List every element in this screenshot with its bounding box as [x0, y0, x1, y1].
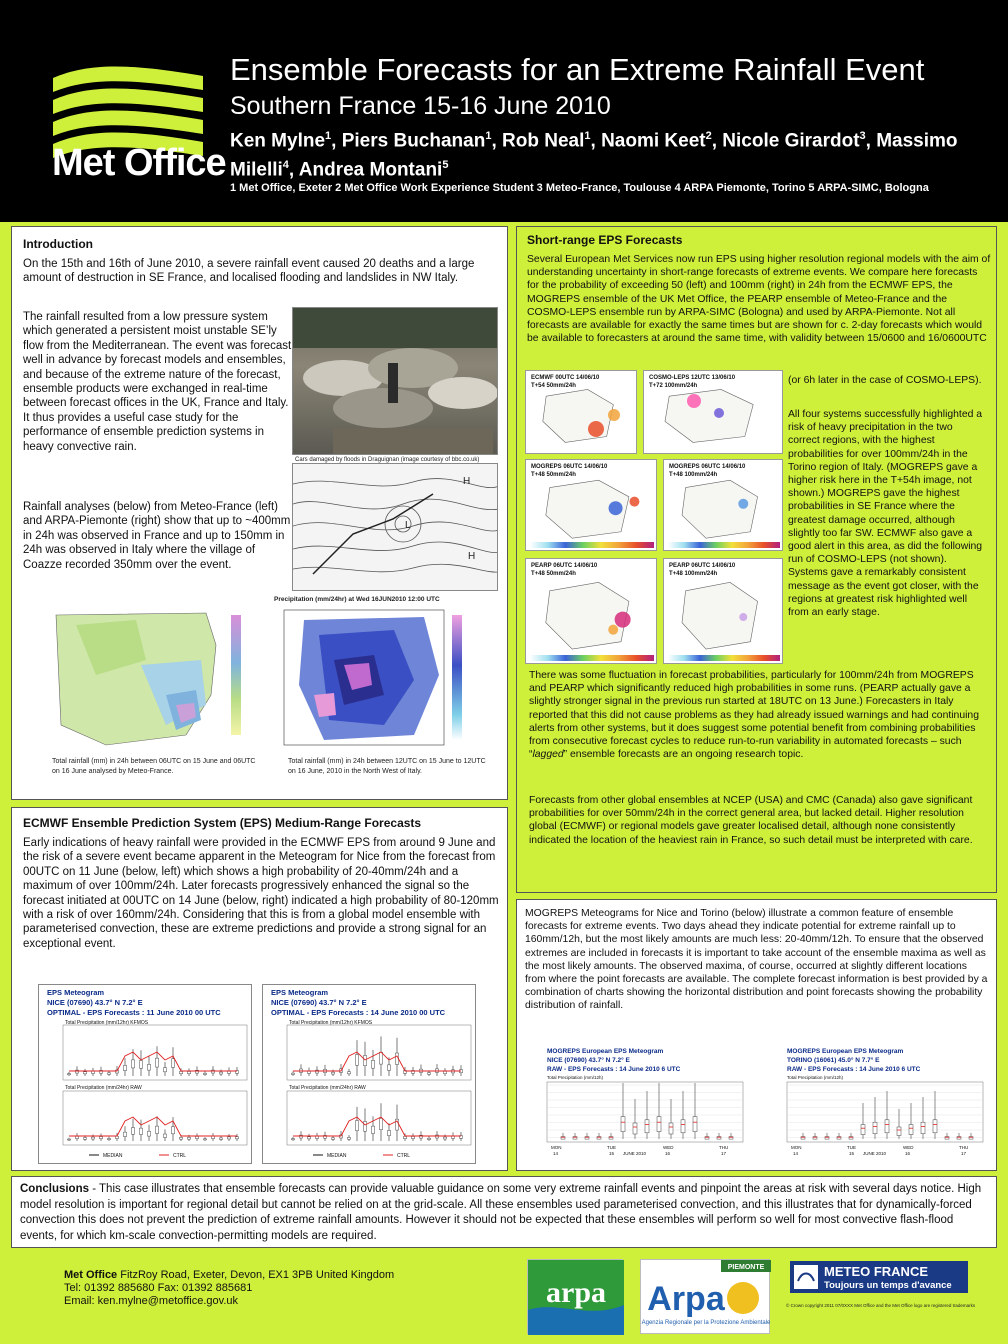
probability-map-model-label: ECMWF 00UTC 14/06/10 — [531, 375, 600, 381]
control-forecast-line — [69, 1117, 237, 1136]
short-range-eps-panel — [516, 226, 997, 893]
svg-text:L: L — [405, 520, 411, 531]
meteo-france-logo — [790, 1261, 968, 1293]
month-label: JUNE 2010 — [623, 1151, 647, 1156]
day-label: TUE — [607, 1145, 616, 1150]
ensemble-box — [188, 1137, 191, 1139]
mogreps-meteogram-chart — [763, 1045, 989, 1167]
probability-map — [643, 370, 783, 454]
colour-scale — [530, 542, 654, 548]
arpa-map-title: Precipitation (mm/24hr) at Wed 16JUN2010 12:00 UTC — [274, 596, 440, 603]
ensemble-box — [861, 1125, 865, 1135]
author-name: Ken Mylne — [230, 130, 326, 152]
map-outline — [682, 480, 758, 538]
author-name: Massimo Milelli — [230, 130, 958, 181]
met-office-logo-text: Met Office — [52, 142, 226, 184]
date-label: 17 — [721, 1151, 727, 1156]
mogreps-panel — [516, 899, 997, 1171]
meteogram-bottom-panel-title: Total Precipitation (mm/24hr) RAW — [289, 1085, 366, 1091]
meteogram-bottom-panel-title: Total Precipitation (mm/24hr) RAW — [65, 1085, 142, 1091]
legend-ctrl-label: CTRL — [397, 1153, 411, 1159]
author-name: Andrea Montani — [298, 159, 443, 181]
ensemble-box — [428, 1073, 431, 1075]
legend-median-label: MEDIAN — [103, 1153, 123, 1159]
ensemble-box — [885, 1120, 889, 1133]
author-affiliation-number: 2 — [705, 130, 712, 142]
ensemble-box — [292, 1073, 295, 1074]
ensemble-box — [645, 1120, 649, 1133]
day-label: MON — [791, 1145, 802, 1150]
ensemble-box — [180, 1071, 183, 1073]
poster-title: Ensemble Forecasts for an Extreme Rainfall Event — [230, 52, 925, 87]
ensemble-box — [364, 1121, 367, 1131]
ensemble-box — [76, 1136, 79, 1138]
ensemble-box — [909, 1125, 913, 1135]
meteogram-station: NICE (07690) 43.7° N 7.2° E — [47, 998, 143, 1007]
ensemble-box — [356, 1121, 359, 1131]
ensemble-box — [84, 1138, 87, 1140]
poster-header — [0, 0, 1008, 222]
ensemble-box — [657, 1117, 661, 1132]
ecmwf-eps-meteogram — [38, 984, 252, 1164]
meteogram-station: NICE (07690) 43.7° N 7.2° E — [271, 998, 367, 1007]
ensemble-box — [92, 1137, 95, 1139]
meteogram-chart — [263, 985, 476, 1164]
probability-map — [525, 370, 637, 454]
ensemble-box — [633, 1123, 637, 1134]
author-name: Piers Buchanan — [341, 130, 486, 152]
mogreps-meteogram-panel-title: Total Precipitation (mm/12h) — [547, 1075, 604, 1080]
ensemble-box — [388, 1065, 391, 1071]
ensemble-box — [140, 1061, 143, 1069]
colour-scale — [668, 655, 780, 661]
ensemble-box — [68, 1139, 71, 1140]
ensemble-box — [873, 1122, 877, 1134]
date-label: 16 — [905, 1151, 911, 1156]
ensemble-box — [164, 1134, 167, 1137]
arpa-map-caption: Total rainfall (mm) in 24h between 12UTC on 15 June to 12UTC on 16 June, 2010 in the North West of Italy. — [288, 758, 486, 775]
author-affiliation-number: 1 — [485, 130, 492, 142]
ensemble-box — [380, 1118, 383, 1129]
arpa-piemonte-logo-icon — [641, 1260, 771, 1335]
ensemble-box — [348, 1072, 351, 1074]
ensemble-box — [196, 1136, 199, 1138]
control-forecast-line — [293, 1052, 461, 1071]
day-label: THU — [719, 1145, 729, 1150]
probability-area — [687, 394, 701, 408]
author-list: Ken Mylne$^1$, Piers Buchanan$^1$, Rob Neal$^1$, Naomi Keet$^2$, Nicole Girardot$^3$, Massimo Milelli$^4$, Andrea Montani$^5$ — [230, 130, 958, 181]
footer-phone: Tel: 01392 885680 Fax: 01392 885681 — [64, 1282, 253, 1294]
probability-map — [525, 459, 657, 551]
short-range-paragraph-2: (or 6h later in the case of COSMO-LEPS). — [788, 375, 982, 386]
date-label: 16 — [665, 1151, 671, 1156]
probability-map-chart — [664, 559, 783, 664]
ensemble-box — [444, 1071, 447, 1073]
arpa-logo-text: arpa — [546, 1276, 606, 1309]
ensemble-box — [100, 1137, 103, 1139]
ensemble-box — [204, 1073, 207, 1074]
ecmwf-eps-meteogram — [262, 984, 476, 1164]
control-forecast-line — [293, 1117, 461, 1136]
ensemble-box — [220, 1138, 223, 1140]
ensemble-box — [212, 1136, 215, 1138]
mogreps-meteogram — [763, 1045, 989, 1167]
probability-map-model-label: MOGREPS 06UTC 14/06/10 — [669, 464, 746, 470]
author-name: Rob Neal — [502, 130, 585, 152]
probability-map-model-label: PEARP 06UTC 14/06/10 — [669, 563, 736, 569]
probability-map — [663, 459, 783, 551]
control-forecast-line — [69, 1052, 237, 1071]
conclusions-panel — [11, 1176, 997, 1248]
probability-area — [714, 408, 724, 418]
day-label: WED — [663, 1145, 674, 1150]
date-label: 14 — [793, 1151, 799, 1156]
probability-area — [629, 497, 639, 507]
ensemble-box — [220, 1072, 223, 1074]
meteogram-run: OPTIMAL - EPS Forecasts : 14 June 2010 00 UTC — [271, 1008, 446, 1017]
ensemble-box — [92, 1071, 95, 1073]
probability-map-threshold-label: T+54 50mm/24h — [531, 383, 576, 389]
mogreps-meteogram-station: TORINO (16061) 45.0° N 7.7° E — [787, 1057, 880, 1064]
probability-area — [608, 625, 618, 635]
short-range-paragraph-4: There was some fluctuation in forecast probabilities, particularly for 100mm/24h from MOGREPS and PEARP which significantly reduced high probabilities in some runs. (PEARP actually gave a slightly stronger signal in the previous run started at 18UTC on 13 June.) Forecasters in Italy reported that this did not cause problems as they had already issued warnings and had continuing alerts from other systems, but it does suggest some potential benefit from combining probabilities from consecutive forecast cycles to reduce run-to-run variability in automated forecasts – such “lagged” ensemble forecasts are an ongoing research topic. — [529, 670, 979, 761]
ensemble-box — [84, 1072, 87, 1074]
mogreps-meteogram-title: MOGREPS European EPS Meteogram — [787, 1048, 904, 1055]
copyright-notice: © Crown copyright 2011 07/0XXX Met Office and the Met Office logo are registered trademarks — [786, 1303, 976, 1308]
introduction-panel — [11, 226, 508, 800]
ensemble-box — [172, 1127, 175, 1134]
piemonte-rainfall-map-illustration — [274, 605, 474, 753]
meteo-france-logo-icon — [790, 1261, 968, 1293]
probability-map-chart — [526, 371, 637, 454]
mogreps-body: MOGREPS Meteograms for Nice and Torino (below) illustrate a common feature of ensemble forecasts for extreme events. Two days ahead they indicate potential for extreme rainfall up to 160mm/12h, but the most likely amounts are much less: 20-40mm/12h. To ensure that the observed extremes are included in forecasts it is important to take account of the ensemble maxima as well as the most likely amounts. The observed maxima, of course, occurred at slightly different locations from where the point forecasts are available. The complete forecast information is best provided by a combination of charts showing the horizontal distribution and point forecasts showing the probability distribution of rainfall. — [525, 908, 988, 1012]
arpa-piemonte-logo — [640, 1259, 770, 1334]
ensemble-box — [124, 1065, 127, 1070]
ensemble-box — [921, 1122, 925, 1134]
meteo-france-rainfall-map — [46, 605, 264, 753]
probability-map-model-label: PEARP 06UTC 14/06/10 — [531, 563, 598, 569]
month-label: JUNE 2010 — [863, 1151, 887, 1156]
day-label: WED — [903, 1145, 914, 1150]
introduction-heading: Introduction — [23, 237, 93, 251]
ensemble-box — [212, 1070, 215, 1073]
arpa-logo — [527, 1259, 623, 1334]
conclusions-label: Conclusions — [20, 1183, 90, 1195]
probability-area — [588, 421, 604, 437]
mogreps-meteogram-chart — [523, 1045, 749, 1167]
probability-map-threshold-label: T+48 100mm/24h — [669, 571, 718, 577]
introduction-paragraph-1: On the 15th and 16th of June 2010, a severe rainfall event caused 20 deaths and a large amount of destruction in SE France, and localised flooding and landslides in NW Italy. — [23, 258, 475, 285]
probability-map-threshold-label: T+72 100mm/24h — [649, 383, 698, 389]
france-rainfall-map-illustration — [46, 605, 264, 753]
probability-map-threshold-label: T+48 50mm/24h — [531, 571, 576, 577]
ensemble-box — [180, 1137, 183, 1139]
ensemble-box — [621, 1117, 625, 1132]
piemonte-logo-text: PIEMONTE — [727, 1264, 765, 1271]
ensemble-box — [428, 1138, 431, 1139]
flood-photo-illustration — [293, 308, 498, 455]
day-label: MON — [551, 1145, 562, 1150]
legend-ctrl-label: CTRL — [173, 1153, 187, 1159]
introduction-paragraph-3: Rainfall analyses (below) from Meteo-France (left) and ARPA-Piemonte (right) show that up to ~400mm in 24h was observed in France and up to 150mm in 24h was observed in Italy where the village of Coazze recorded 350mm over the event. — [23, 501, 291, 571]
ensemble-box — [108, 1138, 111, 1139]
ensemble-box — [108, 1073, 111, 1075]
probability-area — [609, 501, 623, 515]
conclusions-text — [20, 1182, 990, 1244]
ensemble-box — [308, 1137, 311, 1139]
ensemble-box — [364, 1055, 367, 1065]
ensemble-box — [693, 1117, 697, 1132]
author-name: Nicole Girardot — [722, 130, 860, 152]
probability-area — [739, 613, 747, 621]
ensemble-box — [116, 1136, 119, 1138]
meteogram-title: EPS Meteogram — [47, 988, 105, 997]
colour-scale — [668, 542, 780, 548]
probability-map — [663, 558, 783, 664]
legend-median-label: MEDIAN — [327, 1153, 347, 1159]
author-affiliation-number: 4 — [282, 159, 289, 172]
author-affiliation-number: 3 — [859, 130, 866, 142]
short-range-heading: Short-range EPS Forecasts — [527, 233, 683, 247]
ensemble-box — [348, 1137, 351, 1139]
ensemble-box — [404, 1136, 407, 1138]
affiliations: 1 Met Office, Exeter 2 Met Office Work Experience Student 3 Meteo-France, Toulouse 4 ARPA Piemonte, Torino 5 ARPA-SIMC, Bologna — [230, 182, 929, 194]
ensemble-box — [228, 1137, 231, 1139]
ensemble-box — [897, 1127, 901, 1136]
ensemble-box — [292, 1139, 295, 1140]
ensemble-box — [172, 1059, 175, 1068]
footer-address: FitzRoy Road, Exeter, Devon, EX1 3PB United Kingdom — [117, 1269, 395, 1281]
ensemble-box — [933, 1120, 937, 1133]
author-affiliation-number: 1 — [584, 130, 591, 142]
synoptic-chart — [292, 463, 498, 591]
footer-org: Met Office — [64, 1269, 118, 1281]
mogreps-meteogram-station: NICE (07690) 43.7° N 7.2° E — [547, 1057, 630, 1064]
meteogram-title: EPS Meteogram — [271, 988, 329, 997]
map-outline — [665, 389, 753, 442]
arpa-piemonte-sub-text: Agenzia Regionale per la Protezione Ambientale — [641, 1320, 771, 1326]
pressure-chart-illustration — [293, 464, 498, 591]
ensemble-box — [356, 1054, 359, 1065]
ecmwf-body: Early indications of heavy rainfall were provided in the ECMWF EPS from around 9 June and the risk of a severe event became apparent in the Meteogram for Nice from the forecast from 00UTC on 11 June (below, left) which shows a high probability of 20-40mm/24h and a maximum of over 100mm/24h. Later forecasts progressively enhanced the signal so the forecast initiated at 00UTC on 14 June (below, right) indicated a high probability of 80-120mm with a risk of over 160mm/24h. Considering that this is from a global model ensemble with parameterised convection, these are extreme predictions and provide a strong signal for an exceptional event. — [23, 837, 499, 950]
probability-area — [615, 612, 631, 628]
footer-email[interactable]: Email: ken.mylne@metoffice.gov.uk — [64, 1295, 238, 1307]
probability-map-threshold-label: T+48 50mm/24h — [531, 472, 576, 478]
probability-area — [738, 499, 748, 509]
ensemble-box — [132, 1128, 135, 1135]
flood-photo-caption: Cars damaged by floods in Draguignan (image courtesy of bbc.co.uk) — [295, 457, 480, 463]
ensemble-box — [148, 1131, 151, 1136]
ensemble-box — [156, 1126, 159, 1133]
meteo-france-logo-subtext: Toujours un temps d'avance — [824, 1280, 952, 1291]
probability-map-model-label: MOGREPS 06UTC 14/06/10 — [531, 464, 608, 470]
arpa-logo-icon — [528, 1260, 624, 1335]
conclusions-body: - This case illustrates that ensemble forecasts can provide valuable guidance on some very extreme rainfall events and pinpoint the areas at risk with several days notice. High model resolution is important for regional detail but cannot be relied on at the grid-scale. All these ensembles used parameterised convection, and this illustrates that for dynamically-forced convection this does not prevent the prediction of extreme rainfall amounts. However it should not be expected that these ensembles will perform so well for most convective flash-flood events, for which km-scale convection-permitting models are required. — [20, 1183, 982, 1242]
ensemble-box — [681, 1120, 685, 1133]
svg-text:H: H — [463, 476, 471, 487]
ensemble-box — [156, 1058, 159, 1067]
probability-map-model-label: COSMO-LEPS 12UTC 13/06/10 — [649, 375, 736, 381]
date-label: 17 — [961, 1151, 967, 1156]
mogreps-meteogram-run: RAW - EPS Forecasts : 14 June 2010 6 UTC — [547, 1066, 681, 1073]
ensemble-box — [436, 1135, 439, 1138]
meteo-france-logo-text: METEO FRANCE — [824, 1264, 928, 1279]
introduction-paragraph-2: The rainfall resulted from a low pressure system which generated a persistent moist unstable SE’ly flow from the Mediterranean. The event was forecast well in advance by forecast models and ensembles, and because of the extreme nature of the forecast, ensemble products were exchanged in real-time between forecast offices in the UK, France and Italy. It thus provides a useful case study for the performance of ensemble prediction systems in heavy convective rain. — [23, 311, 292, 453]
ecmwf-panel — [11, 807, 508, 1171]
ensemble-box — [188, 1071, 191, 1073]
ensemble-box — [236, 1137, 239, 1139]
ensemble-box — [316, 1136, 319, 1138]
ensemble-box — [332, 1138, 335, 1140]
ensemble-box — [412, 1136, 415, 1138]
author-affiliation-number: 5 — [442, 159, 449, 172]
flood-cars-photo — [292, 307, 498, 455]
ensemble-box — [204, 1139, 207, 1140]
author-affiliation-number: 1 — [325, 130, 332, 142]
ensemble-box — [380, 1052, 383, 1064]
mogreps-meteogram-run: RAW - EPS Forecasts : 14 June 2010 6 UTC — [787, 1066, 921, 1073]
meteogram-chart — [39, 985, 252, 1164]
meteo-france-map-caption: Total rainfall (mm) in 24h between 06UTC on 15 June and 06UTC on 16 June analysed by Meteo-France. — [52, 758, 256, 775]
mogreps-meteogram-title: MOGREPS European EPS Meteogram — [547, 1048, 664, 1055]
probability-map-chart — [644, 371, 783, 454]
ensemble-box — [444, 1137, 447, 1139]
ensemble-box — [68, 1074, 71, 1075]
probability-map-chart — [526, 460, 657, 551]
date-label: 15 — [609, 1151, 615, 1156]
colour-scale — [530, 655, 654, 661]
ecmwf-heading: ECMWF Ensemble Prediction System (EPS) Medium-Range Forecasts — [23, 816, 422, 830]
meteogram-top-panel-title: Total Precipitation (mm/12hr) KFMOS — [289, 1020, 373, 1026]
date-label: 14 — [553, 1151, 559, 1156]
svg-text:H: H — [468, 551, 476, 562]
probability-map-threshold-label: T+48 100mm/24h — [669, 472, 718, 478]
probability-map-chart — [664, 460, 783, 551]
probability-map-chart — [526, 559, 657, 664]
mogreps-meteogram — [523, 1045, 749, 1167]
ensemble-box — [124, 1132, 127, 1136]
short-range-paragraph-3: All four systems successfully highlighted a risk of heavy precipitation in the two correct regions, with the highest probabilities for over 100mm/24h in the Torino region of Italy. (MOGREPS gave a higher risk here in the T+54h image, not shown.) MOGREPS gave the highest probabilities in SE France where the greatest damage occurred, although slightly too far SW. ECMWF also gave a good alert in this area, as did the following run of COSMO-LEPS (not shown). Systems gave a remarkably consistent message as the event got closer, with the regions at greatest risk highlighted well from an early stage. — [788, 409, 983, 619]
ensemble-box — [148, 1064, 151, 1070]
ensemble-box — [669, 1123, 673, 1134]
probability-area — [608, 409, 620, 421]
contact-details — [64, 1269, 394, 1308]
day-label: TUE — [847, 1145, 856, 1150]
ensemble-box — [132, 1060, 135, 1068]
ensemble-box — [332, 1072, 335, 1074]
ensemble-box — [388, 1130, 391, 1135]
short-range-paragraph-5: Forecasts from other global ensembles at NCEP (USA) and CMC (Canada) also gave significant probabilities for over 50mm/24h in the correct general area, but lacked detail. Higher resolution global (ECMWF) or regional models gave greater localised detail, although none consistently indicated the location of the heaviest rain in France, so such detail must be interpreted with care. — [529, 795, 973, 846]
ensemble-box — [164, 1068, 167, 1072]
meteogram-run: OPTIMAL - EPS Forecasts : 11 June 2010 00 UTC — [47, 1008, 221, 1017]
meteogram-top-panel-title: Total Precipitation (mm/12hr) KFMOS — [65, 1020, 149, 1026]
map-outline — [543, 389, 614, 442]
ensemble-box — [372, 1126, 375, 1133]
ensemble-box — [140, 1128, 143, 1134]
date-label: 15 — [849, 1151, 855, 1156]
author-name: Naomi Keet — [601, 130, 706, 152]
poster-subtitle: Southern France 15-16 June 2010 — [230, 92, 611, 120]
arpa-piemonte-rainfall-map — [274, 605, 474, 753]
probability-map — [525, 558, 657, 664]
ensemble-box — [372, 1060, 375, 1068]
day-label: THU — [959, 1145, 969, 1150]
mogreps-meteogram-panel-title: Total Precipitation (mm/12h) — [787, 1075, 844, 1080]
short-range-paragraph-1: Several European Met Services now run EPS using higher resolution regional models with the aim of understanding uncertainty in short-range forecasts of extreme events. We compare here forecasts for the probability of exceeding 50 (left) and 100mm (right) in 24h from the ECMWF EPS, the MOGREPS ensemble of the UK Met Office, the PEARP ensemble of Meteo-France and the COSMO-LEPS ensemble run by ARPA-SIMC (Bologna) and used by ARPA-Piemonte. Not all forecasts are available for exactly the same times but are shown for c. 2-day forecasts which would be available to forecasters at around the same time, with validity between 15/0600 and 16/0600UTC — [527, 254, 991, 345]
arpa-piemonte-logo-text: Arpa — [647, 1280, 725, 1318]
